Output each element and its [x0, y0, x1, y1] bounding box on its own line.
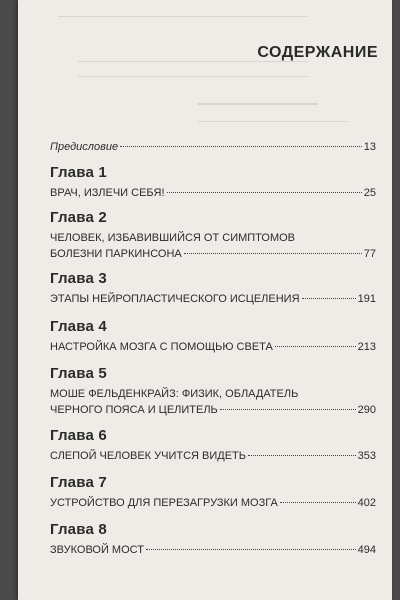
toc-title: СОДЕРЖАНИЕ	[257, 44, 378, 61]
dot-leader	[302, 298, 356, 299]
chapter-title-line-2: БОЛЕЗНИ ПАРКИНСОНА	[50, 248, 182, 260]
dot-leader	[184, 253, 362, 254]
chapter-label: Глава 6	[50, 427, 107, 444]
page-number: 191	[357, 293, 376, 305]
dot-leader	[280, 502, 356, 503]
toc-line	[50, 139, 376, 155]
toc-entry-chapter-3[interactable]	[50, 270, 376, 307]
page-number: 290	[357, 404, 376, 416]
toc-line	[50, 339, 376, 355]
chapter-title: ЭТАПЫ НЕЙРОПЛАСТИЧЕСКОГО ИСЦЕЛЕНИЯ	[50, 293, 300, 305]
chapter-label: Глава 5	[50, 365, 107, 382]
page-number: 494	[357, 544, 376, 556]
toc-entry-chapter-7[interactable]	[50, 474, 376, 511]
toc-entry-chapter-8[interactable]	[50, 521, 376, 558]
dot-leader	[120, 146, 362, 147]
toc-line	[50, 495, 376, 511]
chapter-label: Глава 8	[50, 521, 107, 538]
chapter-label: Глава 4	[50, 318, 107, 335]
dot-leader	[248, 455, 356, 456]
dot-leader	[167, 192, 362, 193]
chapter-title: УСТРОЙСТВО ДЛЯ ПЕРЕЗАГРУЗКИ МОЗГА	[50, 497, 278, 509]
chapter-title: СЛЕПОЙ ЧЕЛОВЕК УЧИТСЯ ВИДЕТЬ	[50, 450, 246, 462]
chapter-label: Глава 2	[50, 209, 107, 226]
toc-entry-preface[interactable]	[50, 139, 376, 155]
toc-line	[50, 402, 376, 418]
bleed-through-texture	[18, 0, 392, 140]
chapter-label: Глава 1	[50, 164, 107, 181]
toc-line	[50, 542, 376, 558]
page-number: 402	[357, 497, 376, 509]
chapter-title: НАСТРОЙКА МОЗГА С ПОМОЩЬЮ СВЕТА	[50, 341, 273, 353]
chapter-title-line-1: МОШЕ ФЕЛЬДЕНКРАЙЗ: ФИЗИК, ОБЛАДАТЕЛЬ	[50, 388, 299, 400]
dot-leader	[220, 409, 356, 410]
toc-line	[50, 246, 376, 262]
chapter-title-line-1: ЧЕЛОВЕК, ИЗБАВИВШИЙСЯ ОТ СИМПТОМОВ	[50, 232, 296, 244]
chapter-title-line-2: ЧЕРНОГО ПОЯСА И ЦЕЛИТЕЛЬ	[50, 404, 218, 416]
toc-line	[50, 291, 376, 307]
chapter-title: ЗВУКОВОЙ МОСТ	[50, 544, 144, 556]
toc-entry-chapter-6[interactable]	[50, 427, 376, 464]
chapter-label: Глава 3	[50, 270, 107, 287]
page-number: 13	[363, 141, 376, 153]
page-number: 213	[357, 341, 376, 353]
preface-title: Предисловие	[50, 141, 119, 153]
toc-entry-chapter-5[interactable]	[50, 365, 376, 418]
chapter-label: Глава 7	[50, 474, 107, 491]
dot-leader	[146, 549, 356, 550]
toc-entry-chapter-1[interactable]	[50, 164, 376, 201]
toc-entry-chapter-4[interactable]	[50, 318, 376, 355]
dot-leader	[275, 346, 356, 347]
chapter-title: ВРАЧ, ИЗЛЕЧИ СЕБЯ!	[50, 187, 165, 199]
book-page	[18, 0, 392, 600]
toc-line	[50, 448, 376, 464]
page-number: 353	[357, 450, 376, 462]
toc-entry-chapter-2[interactable]	[50, 209, 376, 262]
page-number: 77	[363, 248, 376, 260]
page-number: 25	[363, 187, 376, 199]
toc-line	[50, 185, 376, 201]
